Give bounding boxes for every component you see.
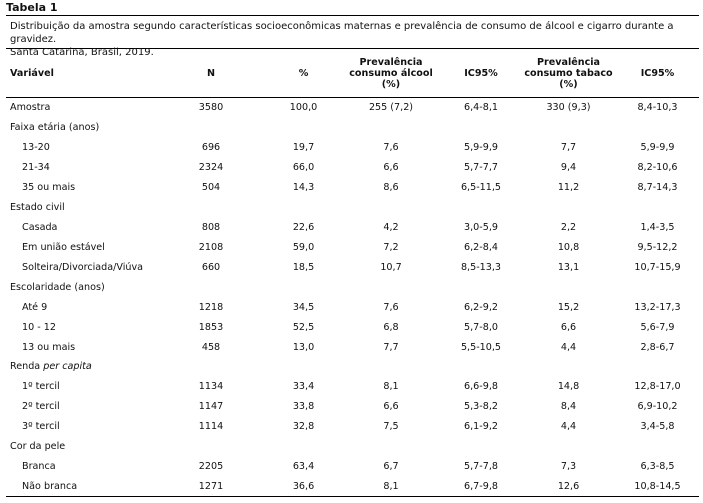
cell-ic-alcool (441, 377, 521, 397)
cell-pct-text: 52,5 (292, 321, 315, 333)
table-row (6, 118, 699, 138)
cell-n-text: 1218 (198, 301, 224, 313)
cell-alcool-text: 6,6 (383, 401, 399, 413)
cell-pct-text: 18,5 (292, 261, 315, 273)
cell-ic-alcool (441, 218, 521, 238)
cell-ic-tabaco (616, 158, 699, 178)
cell-n (156, 477, 266, 497)
row-label (6, 397, 156, 417)
cell-ic-alcool (441, 357, 521, 377)
cell-ic-alcool-text: 5,7-8,0 (464, 321, 498, 333)
row-label (6, 357, 156, 377)
cell-alcool (341, 198, 441, 218)
cell-n (156, 198, 266, 218)
cell-ic-alcool (441, 138, 521, 158)
row-label (6, 417, 156, 437)
row-label (6, 457, 156, 477)
cell-tabaco-text: 13,1 (557, 261, 580, 273)
row-label-text: 3º tercil (22, 421, 60, 433)
cell-n (156, 397, 266, 417)
row-label (6, 218, 156, 238)
cell-pct (266, 218, 341, 238)
cell-ic-alcool (441, 337, 521, 357)
cell-ic-alcool-text: 5,7-7,7 (464, 162, 498, 174)
cell-alcool (341, 337, 441, 357)
cell-tabaco-text: 10,8 (557, 241, 580, 253)
header-variavel: Variável (6, 49, 156, 98)
table-row (6, 437, 699, 457)
cell-ic-alcool (441, 118, 521, 138)
cell-tabaco-text: 12,6 (557, 480, 580, 492)
row-label-text: 10 - 12 (22, 321, 56, 333)
cell-ic-tabaco (616, 457, 699, 477)
cell-pct (266, 237, 341, 257)
cell-ic-alcool-text: 5,9-9,9 (464, 142, 498, 154)
cell-ic-tabaco-text: 5,6-7,9 (640, 321, 675, 333)
cell-ic-tabaco-text: 12,8-17,0 (634, 381, 681, 393)
row-label (6, 477, 156, 497)
cell-ic-tabaco-text: 6,3-8,5 (640, 461, 675, 473)
table-row (6, 198, 699, 218)
cell-tabaco (521, 317, 616, 337)
cell-ic-alcool-text: 6,1-9,2 (464, 421, 498, 433)
table-caption (6, 16, 699, 58)
row-label (6, 138, 156, 158)
cell-ic-tabaco (616, 417, 699, 437)
cell-n-text: 1853 (198, 321, 224, 333)
cell-n (156, 317, 266, 337)
cell-ic-tabaco (616, 198, 699, 218)
cell-n-text: 504 (201, 182, 221, 194)
cell-ic-tabaco (616, 377, 699, 397)
cell-alcool-text: 7,2 (383, 241, 399, 253)
cell-alcool (341, 237, 441, 257)
cell-alcool (341, 138, 441, 158)
header-alcool: Prevalência consumo álcool (%) (341, 49, 441, 98)
cell-ic-alcool (441, 237, 521, 257)
cell-alcool (341, 317, 441, 337)
header-ic-tabaco: IC95% (616, 49, 699, 98)
row-label (6, 158, 156, 178)
cell-alcool-text: 8,1 (383, 381, 399, 393)
table-row (6, 377, 699, 397)
cell-ic-alcool (441, 198, 521, 218)
cell-ic-tabaco (616, 98, 699, 118)
cell-ic-tabaco (616, 257, 699, 277)
cell-n (156, 257, 266, 277)
row-label (6, 317, 156, 337)
row-label-text: Não branca (22, 480, 78, 492)
cell-n (156, 237, 266, 257)
cell-n (156, 158, 266, 178)
cell-n-text: 1114 (198, 421, 224, 433)
row-label-text: Até 9 (22, 301, 48, 313)
cell-alcool-text: 6,7 (383, 461, 399, 473)
cell-n-text: 660 (201, 261, 221, 273)
cell-ic-tabaco-text: 8,7-14,3 (637, 182, 678, 194)
cell-ic-alcool-text: 6,4-8,1 (464, 102, 498, 114)
cell-ic-alcool-text: 6,2-9,2 (464, 301, 498, 313)
table-row (6, 357, 699, 377)
cell-alcool (341, 297, 441, 317)
cell-tabaco (521, 277, 616, 297)
cell-ic-tabaco (616, 397, 699, 417)
table-body (6, 98, 699, 497)
row-label-text: Faixa etária (anos) (10, 122, 100, 134)
cell-pct (266, 457, 341, 477)
cell-ic-alcool (441, 417, 521, 437)
cell-alcool (341, 257, 441, 277)
table-row (6, 457, 699, 477)
cell-ic-tabaco-text: 2,8-6,7 (640, 341, 675, 353)
row-label-text: 2º tercil (22, 401, 60, 413)
cell-pct (266, 437, 341, 457)
cell-ic-tabaco (616, 178, 699, 198)
cell-tabaco (521, 457, 616, 477)
header-pct: % (266, 49, 341, 98)
cell-pct (266, 158, 341, 178)
row-label-text: Branca (22, 461, 56, 473)
table-row (6, 297, 699, 317)
row-label-text: Casada (22, 221, 58, 233)
row-label-text: Em união estável (22, 241, 105, 253)
row-label (6, 178, 156, 198)
cell-pct (266, 198, 341, 218)
cell-alcool (341, 98, 441, 118)
cell-tabaco (521, 417, 616, 437)
row-label (6, 118, 156, 138)
cell-tabaco (521, 158, 616, 178)
row-label (6, 257, 156, 277)
cell-ic-alcool (441, 178, 521, 198)
table-row (6, 257, 699, 277)
cell-alcool-text: 7,7 (383, 341, 399, 353)
cell-n (156, 118, 266, 138)
cell-pct-text: 63,4 (292, 461, 315, 473)
table-row (6, 397, 699, 417)
cell-tabaco (521, 138, 616, 158)
cell-n-text: 458 (201, 341, 221, 353)
table-row (6, 98, 699, 118)
cell-n-text: 2324 (198, 162, 224, 174)
cell-n-text: 696 (201, 142, 221, 154)
cell-ic-tabaco-text: 6,9-10,2 (637, 401, 678, 413)
row-label-text: Renda (10, 361, 44, 373)
cell-pct-text: 13,0 (292, 341, 315, 353)
cell-tabaco (521, 397, 616, 417)
cell-alcool-text: 8,6 (383, 182, 399, 194)
cell-alcool (341, 178, 441, 198)
cell-tabaco (521, 477, 616, 497)
cell-ic-tabaco (616, 297, 699, 317)
table-row (6, 237, 699, 257)
cell-n-text: 1147 (198, 401, 224, 413)
row-label (6, 337, 156, 357)
cell-ic-tabaco-text: 3,4-5,8 (640, 421, 675, 433)
cell-pct (266, 357, 341, 377)
cell-tabaco (521, 357, 616, 377)
cell-pct-text: 32,8 (292, 421, 315, 433)
cell-alcool (341, 417, 441, 437)
cell-pct (266, 138, 341, 158)
row-label (6, 198, 156, 218)
cell-ic-alcool-text: 6,6-9,8 (464, 381, 498, 393)
table-label: Tabela 1 (6, 0, 699, 16)
table-row (6, 277, 699, 297)
caption-line-2: Santa Catarina, Brasil, 2019. (10, 47, 154, 58)
cell-ic-tabaco (616, 118, 699, 138)
cell-alcool (341, 118, 441, 138)
cell-n (156, 437, 266, 457)
cell-n-text: 1134 (198, 381, 224, 393)
cell-pct (266, 297, 341, 317)
cell-n-text: 2108 (198, 241, 224, 253)
cell-ic-tabaco-text: 13,2-17,3 (634, 301, 681, 313)
cell-tabaco (521, 377, 616, 397)
cell-n (156, 357, 266, 377)
data-table (6, 49, 699, 497)
cell-pct (266, 417, 341, 437)
cell-tabaco (521, 257, 616, 277)
cell-pct (266, 477, 341, 497)
cell-tabaco-text: 7,3 (560, 461, 577, 473)
row-label-text: Estado civil (10, 202, 65, 214)
cell-pct-text: 33,8 (292, 401, 315, 413)
cell-ic-alcool-text: 5,7-7,8 (464, 461, 498, 473)
cell-pct (266, 337, 341, 357)
cell-tabaco-text: 8,4 (560, 401, 577, 413)
cell-ic-alcool (441, 98, 521, 118)
cell-ic-tabaco (616, 317, 699, 337)
cell-ic-alcool (441, 158, 521, 178)
cell-alcool-text: 6,8 (383, 321, 399, 333)
table-row (6, 138, 699, 158)
cell-pct-text: 100,0 (289, 102, 318, 114)
table-row (6, 417, 699, 437)
cell-tabaco-text: 2,2 (560, 221, 577, 233)
cell-ic-tabaco (616, 218, 699, 238)
cell-n-text: 3580 (198, 102, 224, 114)
cell-pct-text: 34,5 (292, 301, 315, 313)
cell-alcool (341, 357, 441, 377)
cell-tabaco-text: 15,2 (557, 301, 580, 313)
cell-ic-tabaco-text: 10,8-14,5 (634, 480, 681, 492)
cell-tabaco-text: 4,4 (560, 341, 577, 353)
cell-pct-text: 14,3 (292, 182, 315, 194)
cell-ic-alcool-text: 6,2-8,4 (464, 241, 498, 253)
cell-ic-tabaco (616, 337, 699, 357)
cell-tabaco-text: 14,8 (557, 381, 580, 393)
cell-n-text: 808 (201, 221, 221, 233)
cell-tabaco (521, 337, 616, 357)
cell-tabaco (521, 237, 616, 257)
cell-ic-tabaco (616, 477, 699, 497)
row-label-italic: per capita (43, 361, 92, 373)
cell-n-text: 2205 (198, 461, 224, 473)
cell-alcool (341, 277, 441, 297)
row-label-text: Escolaridade (anos) (10, 281, 105, 293)
cell-tabaco (521, 437, 616, 457)
cell-n (156, 178, 266, 198)
cell-ic-alcool (441, 317, 521, 337)
cell-alcool-text: 7,6 (383, 142, 399, 154)
cell-pct (266, 98, 341, 118)
header-n: N (156, 49, 266, 98)
cell-alcool (341, 457, 441, 477)
cell-ic-tabaco (616, 237, 699, 257)
cell-alcool (341, 218, 441, 238)
cell-alcool (341, 158, 441, 178)
cell-tabaco-text: 6,6 (560, 321, 577, 333)
caption-line-1: Distribuição da amostra segundo características socioeconômicas maternas e prevalência de consumo de álcool e cigarro durante a gravidez. (10, 21, 674, 45)
cell-ic-alcool (441, 397, 521, 417)
cell-ic-tabaco-text: 1,4-3,5 (640, 221, 675, 233)
cell-n (156, 417, 266, 437)
table-row (6, 178, 699, 198)
cell-pct (266, 178, 341, 198)
cell-ic-tabaco (616, 277, 699, 297)
cell-ic-tabaco-text: 9,5-12,2 (637, 241, 678, 253)
cell-ic-alcool-text: 6,7-9,8 (464, 480, 498, 492)
cell-alcool-text: 6,6 (383, 162, 399, 174)
cell-ic-alcool-text: 5,3-8,2 (464, 401, 498, 413)
cell-tabaco-text: 9,4 (560, 162, 577, 174)
cell-n (156, 297, 266, 317)
cell-ic-alcool-text: 8,5-13,3 (460, 261, 502, 273)
cell-alcool-text: 4,2 (383, 221, 399, 233)
cell-tabaco (521, 178, 616, 198)
cell-tabaco-text: 7,7 (560, 142, 577, 154)
header-ic-alcool: IC95% (441, 49, 521, 98)
cell-ic-alcool (441, 437, 521, 457)
cell-n (156, 377, 266, 397)
cell-alcool (341, 397, 441, 417)
cell-ic-tabaco (616, 138, 699, 158)
cell-ic-tabaco-text: 5,9-9,9 (640, 142, 675, 154)
header-tabaco: Prevalência consumo tabaco (%) (521, 49, 616, 98)
cell-pct-text: 22,6 (292, 221, 315, 233)
table-row (6, 337, 699, 357)
cell-ic-tabaco-text: 10,7-15,9 (634, 261, 681, 273)
cell-ic-tabaco (616, 437, 699, 457)
cell-alcool-text: 8,1 (383, 480, 399, 492)
cell-ic-alcool-text: 3,0-5,9 (464, 221, 498, 233)
cell-pct (266, 317, 341, 337)
row-label-text: 1º tercil (22, 381, 60, 393)
cell-pct-text: 36,6 (292, 480, 315, 492)
cell-n (156, 457, 266, 477)
cell-pct-text: 33,4 (292, 381, 315, 393)
cell-alcool-text: 7,5 (383, 421, 399, 433)
row-label-text: 35 ou mais (22, 182, 76, 194)
table-row (6, 158, 699, 178)
table-row (6, 317, 699, 337)
cell-alcool (341, 477, 441, 497)
row-label (6, 437, 156, 457)
cell-tabaco-text: 4,4 (560, 421, 577, 433)
cell-ic-alcool (441, 477, 521, 497)
cell-tabaco (521, 98, 616, 118)
cell-ic-alcool (441, 277, 521, 297)
cell-ic-tabaco-text: 8,4-10,3 (637, 102, 678, 114)
row-label-text: 21-34 (22, 162, 50, 174)
cell-ic-alcool (441, 457, 521, 477)
row-label-text: Cor da pele (10, 441, 66, 453)
cell-alcool (341, 377, 441, 397)
row-label-text: Solteira/Divorciada/Viúva (22, 261, 144, 273)
cell-n (156, 138, 266, 158)
row-label (6, 297, 156, 317)
cell-tabaco (521, 218, 616, 238)
cell-tabaco (521, 118, 616, 138)
cell-n (156, 218, 266, 238)
row-label-text: 13 ou mais (22, 341, 76, 353)
table-row (6, 477, 699, 497)
row-label (6, 277, 156, 297)
row-label (6, 377, 156, 397)
cell-pct (266, 118, 341, 138)
cell-n (156, 277, 266, 297)
cell-ic-alcool (441, 257, 521, 277)
cell-n (156, 98, 266, 118)
cell-tabaco-text: 330 (9,3) (546, 102, 591, 114)
row-label-text: 13-20 (22, 142, 50, 154)
cell-n-text: 1271 (198, 480, 224, 492)
cell-ic-alcool-text: 6,5-11,5 (460, 182, 502, 194)
cell-ic-alcool-text: 5,5-10,5 (460, 341, 502, 353)
cell-n (156, 337, 266, 357)
cell-alcool (341, 437, 441, 457)
cell-pct (266, 257, 341, 277)
cell-pct (266, 277, 341, 297)
cell-alcool-text: 7,6 (383, 301, 399, 313)
row-label (6, 237, 156, 257)
cell-pct-text: 59,0 (292, 241, 315, 253)
row-label (6, 98, 156, 118)
cell-tabaco (521, 297, 616, 317)
cell-ic-tabaco (616, 357, 699, 377)
cell-tabaco (521, 198, 616, 218)
cell-ic-alcool (441, 297, 521, 317)
cell-ic-tabaco-text: 8,2-10,6 (637, 162, 678, 174)
row-label-text: Amostra (10, 102, 51, 114)
cell-alcool-text: 10,7 (380, 261, 402, 273)
cell-pct-text: 66,0 (292, 162, 315, 174)
cell-tabaco-text: 11,2 (557, 182, 580, 194)
cell-pct-text: 19,7 (292, 142, 315, 154)
cell-pct (266, 377, 341, 397)
table-row (6, 218, 699, 238)
caption-box (6, 16, 699, 58)
cell-alcool-text: 255 (7,2) (368, 102, 414, 114)
cell-pct (266, 397, 341, 417)
